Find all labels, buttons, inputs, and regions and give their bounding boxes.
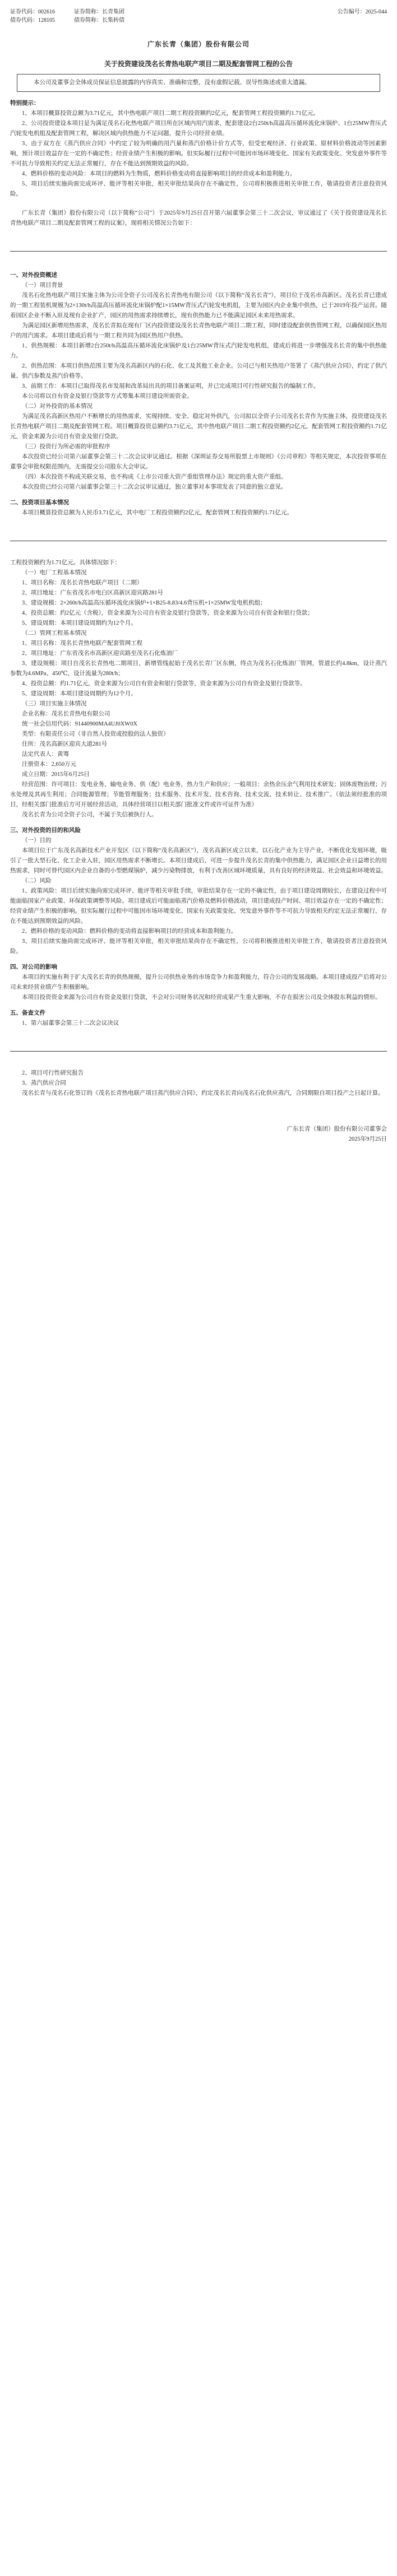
- risk-item: 1、政策风险：项目后续实施尚需完成环评、能评等相关审批手续，审批结果存在一定的不确定性，由于项目建设周期较长，在建设过程中可能面临国家产业政策、环保政策调整等风险。项目建成后可能面临蒸汽价格及燃料价格波动，项目建成投产时间、项目效益存在一定的不确定性；经营业绩产生积极的影响。但实际履行过程中可能因市场环境变化、国家有关政策变化、突发意外事件等不可抗力导致相关约定无法正常履行，存在不能达到预期效益的风险。: [10, 888, 387, 924]
- subsection-heading: （三）项目实施主体情况: [22, 701, 87, 707]
- body-paragraph: 3、前期工作：本项目已取得茂名市发展和改革局出具的项目备案证明，并已完成项目可行性研究报告的编制工作。: [22, 383, 320, 389]
- body-paragraph: 茂名长青与茂名石化签订的《茂名长青热电联产项目蒸汽供应合同》，约定茂名长青向茂名石化供应蒸汽，合同期限自项目投产之日起计算。: [22, 1090, 384, 1096]
- entity-field: 经营范围：许可项目：发电业务、输电业务、供（配）电业务，热力生产和供应；一般项目：余热余压余气利用技术研发；固体废物治理；污水处理及其再生利用；合同能源管理；节能管理服务；技术服务、技术开发、技术咨询、技术交流、技术转让、技术推广。（依法须经批准的项目，经相关部门批准后方可开展经营活动，具体经营项目以相关部门批准文件或许可证件为准）: [10, 782, 387, 808]
- bond-code: 债券代码：128105: [10, 17, 55, 24]
- important-item: 1、本项目概算投资总额为3.71亿元，其中热电联产项目二期工程投资额约2亿元，配套管网工程投资额约1.71亿元。: [22, 110, 320, 117]
- entity-field: 法定代表人：黄骞: [22, 751, 69, 757]
- section-purpose-risk: [10, 826, 387, 957]
- section-heading: 一、对外投资概述: [10, 272, 57, 278]
- project-item: 5、建设周期：本项目建设周期约为12个月。: [22, 620, 137, 626]
- section-project-basics: [10, 498, 387, 518]
- important-item: 5、项目后续实施尚需完成环评、能评等相关审批，相关审批结果尚存在不确定性，公司将积极推进相关审批工作，敬请投资者注意投资风险。: [10, 181, 387, 197]
- important-heading: 特别提示：: [10, 100, 40, 106]
- body-paragraph: 茂名石化热电联产项目实施主体为公司全资子公司茂名长青热电有限公司（以下简称“茂名长青”），项目位于茂名市高新区。茂名长青已建成的一期工程装机规模为2×130t/h高温高压循环流化床锅炉配1×15MW背压式汽轮发电机组，主要为园区内企业集中供热，已于2019年投产运营。随着园区企业不断入驻及现有企业扩产，园区的用热需求持续增长，现有供热能力已不能满足园区未来用热需求。: [10, 292, 387, 319]
- subsection-heading: （一）目的: [22, 838, 52, 844]
- disclaimer-box: [17, 74, 380, 92]
- section-heading: 三、对外投资的目的和风险: [10, 827, 81, 834]
- subsection-heading: （二）对外投资的基本情况: [22, 403, 93, 410]
- entity-field: 类型：有限责任公司（非自然人投资或控股的法人独资）: [22, 731, 169, 737]
- entity-field: 成立日期：2015年6月25日: [22, 771, 90, 778]
- company-title: 广东长青（集团）股份有限公司: [147, 40, 250, 48]
- project-item: 3、建设规模：项目自茂名长青热电二期项目，新增管线起始于茂名长青厂区东侧，终点为茂名石化炼油厂管网，管道长约4.8km，设计蒸汽参数为4.6MPa、450℃，设计流量为280t/h；: [10, 661, 387, 677]
- body-paragraph: 1、供热规模：本项目新增2台250t/h高温高压循环流化床锅炉及1台25MW背压式汽轮发电机组，建成后将进一步增强茂名长青的集中供热能力。: [10, 343, 387, 359]
- disclaimer-text: 本公司及董事会全体成员保证信息披露的内容真实、准确和完整，没有虚假记载、误导性陈述或重大遗漏。: [34, 80, 311, 86]
- entity-field: 注册资本：2,650万元: [22, 761, 77, 768]
- project-item: 3、建设规模：2×260t/h高温高压循环流化床锅炉+1×B25-8.83/4.6背压机+1×25MW发电机机组；: [22, 600, 266, 606]
- entity-field: 统一社会信用代码：91440900MA4UJ0XW0X: [22, 721, 137, 727]
- implementing-entity: [10, 699, 387, 820]
- announcement-title: 关于投资建设茂名长青热电联产项目二期及配套管网工程的公告: [104, 60, 293, 68]
- project-item: 2、项目地址：广东省茂名市高新区迎宾路至茂名石化炼油厂: [22, 650, 178, 657]
- section-heading: 五、备查文件: [10, 1010, 45, 1016]
- important-item: 3、由于双方在《蒸汽供应合同》中约定了较为明确的用汽量和蒸汽价格计价方式等，但受宏观经济、行业政策、原材料价格波动等因素影响，预计项目效益存在一定的不确定性；经营业绩产生积极的影响。但实际履行过程中可能因市场环境变化、国家有关政策变化、突发意外事件等不可抗力导致相关约定无法正常履行，存在不能达到预期效益的风险。: [10, 141, 387, 167]
- body-paragraph: 本项目位于广东茂名高新技术产业开发区（以下简称“茂名高新区”），茂名高新区成立以来，以石化产业为主导产业，不断优化发展环境，吸引了一批大型石化、化工企业入驻，园区用热需求不断增长。本项目建成后，可进一步提升茂名长青的集中供热能力，满足园区企业日益增长的用热需求，同时可替代园区内企业自备的小型燃煤锅炉，减少污染物排放，有利于改善区域环境质量，具有良好的经济效益、社会效益和环境效益。: [10, 848, 387, 874]
- project-item: 1、项目名称：茂名长青热电联产项目（二期）: [22, 580, 143, 586]
- risk-item: 2、燃料价格的变动风险：燃料价格的变动将直接影响项目的经营成本和盈利能力。: [22, 928, 237, 934]
- project-item: 5、建设周期：本项目建设周期约为12个月。: [22, 691, 137, 697]
- important-item: 4、燃料价格的变动风险：本项目的燃料为生物质，燃料价格变动将直接影响项目的经营成本和盈利能力。: [22, 171, 296, 177]
- entity-field: 企业名称：茂名长青热电有限公司: [22, 711, 110, 717]
- project-item: 4、投资总额：约2亿元（含税），资金来源为公司自有资金及银行贷款等，资金来源为公司自有资金和银行贷款；: [22, 610, 313, 616]
- subsection-heading: （二）管网工程基本情况: [22, 630, 87, 636]
- important-notice: [10, 99, 387, 199]
- section-investment-overview: [10, 271, 387, 492]
- body-paragraph: 本项目的实施有利于扩大茂名长青的供热规模，提升公司供热业务的市场竞争力和盈利能力，符合公司的发展战略。本项目建成投产后将对公司未来经营业绩产生积极影响。: [10, 974, 387, 991]
- important-item: 2、公司投资建设本项目是为满足茂名石化热电联产项目所在区域内用汽需求，配套建设2台250t/h高温高压循环流化床锅炉、1台25MW背压式汽轮发电机组及配套管网工程，解决区域内供热能力不足问题，提升公司经营业绩。: [10, 120, 387, 137]
- reference-item: 2、项目可行性研究报告: [22, 1070, 84, 1076]
- reference-docs-continued: [10, 1068, 387, 1099]
- continued-paragraph: 工程投资额约为1.71亿元。具体情况如下：: [10, 560, 121, 566]
- stock-code: 证券代码：002616: [10, 9, 55, 15]
- body-paragraph: 本项目概算投资总额为人民币3.71亿元，其中电厂工程投资额约2亿元，配套管网工程投资额约1.71亿元。: [22, 510, 293, 516]
- entity-field: 茂名长青为公司全资子公司，不属于失信被执行人。: [22, 812, 158, 818]
- subsection-heading: （一）电厂工程基本情况: [22, 570, 87, 576]
- section-reference-docs: [10, 1008, 387, 1029]
- bond-abbr: 债券简称：长集转债: [74, 17, 124, 24]
- body-paragraph: 为满足茂名高新区热用户不断增长的用热需求，实现持续、安全、稳定对外供汽，公司拟以全资子公司茂名长青作为实施主体，投资建设茂名长青热电联产项目二期及配套管网工程。项目概算投资总额约3.71亿元，其中热电联产项目二期工程投资额约2亿元，配套管网工程投资额约1.71亿元，资金来源为公司自有资金及银行贷款。: [10, 413, 387, 440]
- body-paragraph: 本公司将以自有资金及银行贷款等方式筹集本项目建设所需资金。: [22, 393, 193, 399]
- header-meta-row-2: [10, 16, 387, 25]
- project-item: 2、项目地址：广东省茂名市电白区高新区迎宾路281号: [22, 590, 163, 596]
- reference-item: 3、蒸汽供应合同: [22, 1080, 66, 1086]
- subsection-heading: （二）风险: [22, 878, 52, 884]
- header-meta-row-1: [10, 8, 387, 16]
- project-item: 1、项目名称：茂名长青热电联产配套管网工程: [22, 640, 143, 647]
- subsection-heading: （三）投资行为所必需的审批程序: [22, 444, 110, 450]
- signature-date: 2025年9月25日: [348, 1136, 387, 1142]
- project-pipeline: [10, 629, 387, 699]
- body-paragraph: 本项目投资资金来源为公司自有资金及银行贷款，不会对公司财务状况和经营成果产生重大影响，不存在损害公司及全体股东利益的情形。: [22, 994, 381, 1001]
- body-paragraph: 本次投资已经公司第六届董事会第三十二次会议审议通过，独立董事对本事项发表了同意的独立意见。: [22, 484, 287, 490]
- stock-abbr: 证券简称：长青集团: [74, 9, 124, 15]
- body-paragraph: 2、供热范围：本项目供热范围主要为茂名高新区内的石化、化工及其他工业企业。公司已与相关热用户签署了《蒸汽供应合同》，约定了供汽量、供汽参数及蒸汽价格等。: [10, 363, 387, 379]
- announcement-number: 公告编号：2025-044: [337, 9, 387, 15]
- section-heading: 二、投资项目基本情况: [10, 500, 69, 506]
- entity-field: 住所：茂名高新区迎宾大道281号: [22, 741, 108, 747]
- body-paragraph: 为满足园区新增用热需求，茂名长青拟在现有厂区内投资建设茂名长青热电联产项目二期工程，同时建设配套供热管网工程，以确保园区热用户的用汽需求。本项目建成后将与一期工程共同为园区热用户供热。: [10, 323, 387, 339]
- subsection-heading: （四）本次投资不构成关联交易，也不构成《上市公司重大资产重组管理办法》规定的重大资产重组。: [22, 474, 287, 480]
- section-impact: [10, 962, 387, 1003]
- intro-paragraph: 广东长青（集团）股份有限公司（以下简称“公司”）于2025年9月25日召开第六届董事会第三十二次会议，审议通过了《关于投资建设茂名长青热电联产项目二期及配套管网工程的议案》，现将相关情况公告如下：: [10, 210, 387, 226]
- project-item: 4、投资总额：约1.71亿元，资金来源为公司自有资金和银行贷款等，资金来源为公司自有资金及银行贷款等。: [22, 681, 306, 687]
- subsection-heading: （一）项目背景: [22, 282, 63, 289]
- signature-company: 广东长青（集团）股份有限公司董事会: [287, 1126, 387, 1132]
- body-paragraph: 本次投资已经公司第六届董事会第三十二次会议审议通过。根据《深圳证券交易所股票上市规则》《公司章程》等相关规定，本次投资事项在董事会审批权限范围内，无需提交公司股东大会审议。: [10, 454, 387, 470]
- risk-item: 3、项目后续实施尚需完成环评、能评等相关审批，相关审批结果尚存在不确定性，公司将积极推进相关审批工作，敬请投资者注意投资风险。: [10, 938, 387, 955]
- reference-item: 1、第六届董事会第三十二次会议决议: [22, 1020, 119, 1026]
- project-power-plant: [10, 568, 387, 629]
- section-heading: 四、对公司的影响: [10, 964, 57, 970]
